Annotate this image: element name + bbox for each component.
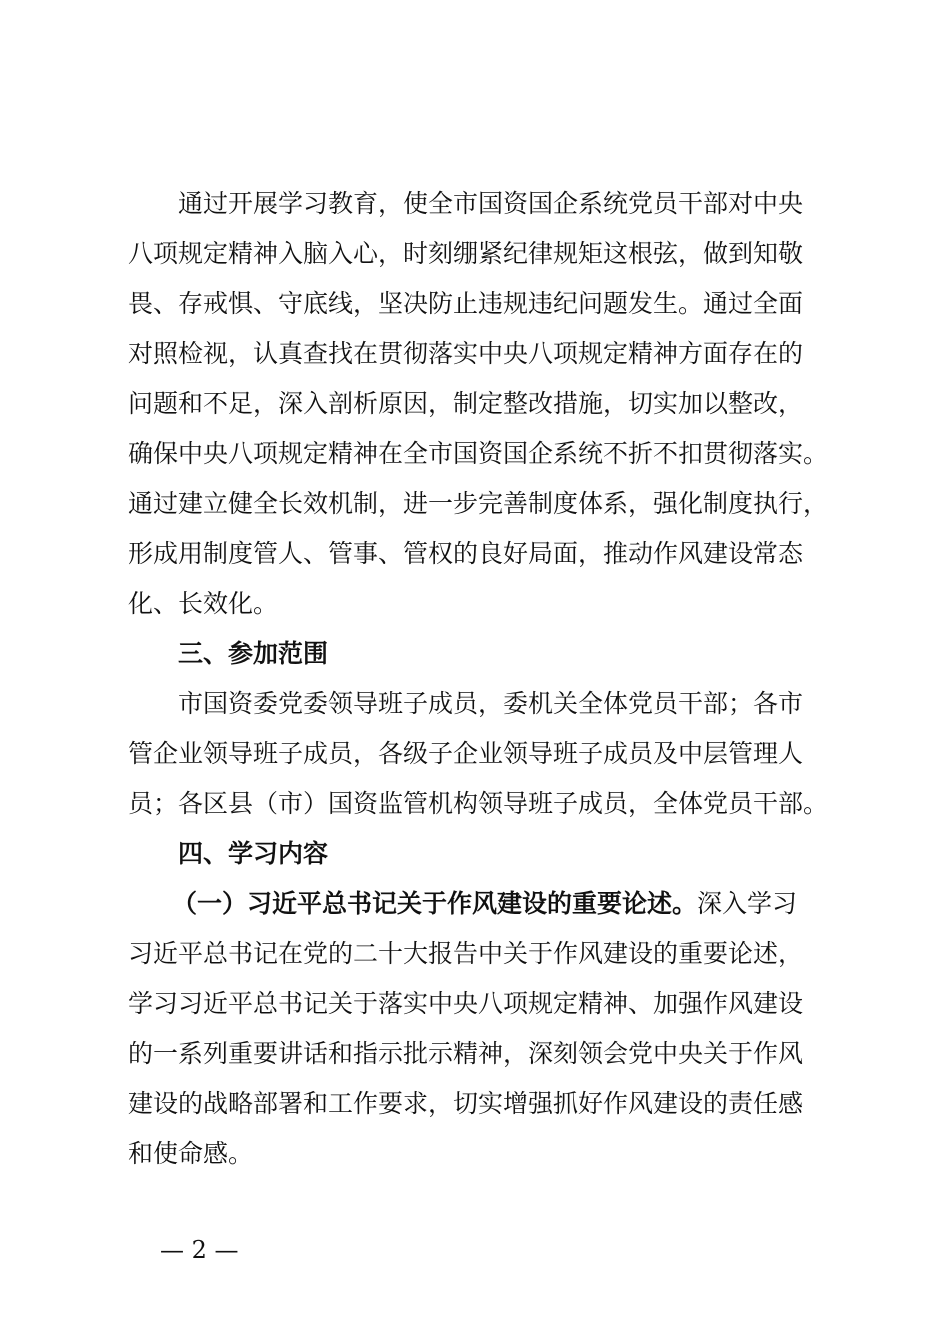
paragraph-line: 形成用制度管人、管事、管权的良好局面，推动作风建设常态 <box>128 539 804 568</box>
paragraph-lead-text: 深入学习 <box>697 889 798 918</box>
paragraph-line: 问题和不足，深入剖析原因，制定整改措施，切实加以整改， <box>128 389 804 418</box>
paragraph-line: 八项规定精神入脑入心，时刻绷紧纪律规矩这根弦，做到知敬 <box>128 239 804 268</box>
paragraph-line: 化、长效化。 <box>128 589 279 618</box>
paragraph-line: 确保中央八项规定精神在全市国资国企系统不折不扣贯彻落实。 <box>128 439 829 468</box>
paragraph-line: 的一系列重要讲话和指示批示精神，深刻领会党中央关于作风 <box>128 1039 804 1068</box>
paragraph-line: 畏、存戒惧、守底线，坚决防止违规违纪问题发生。通过全面 <box>128 289 804 318</box>
paragraph-line: 通过开展学习教育，使全市国资国企系统党员干部对中央 <box>178 189 804 218</box>
section-heading-content: 四、学习内容 <box>178 839 329 868</box>
paragraph-line: 市国资委党委领导班子成员，委机关全体党员干部；各市 <box>178 689 804 718</box>
paragraph-line: 习近平总书记在党的二十大报告中关于作风建设的重要论述， <box>128 939 804 968</box>
paragraph-line <box>172 882 797 926</box>
paragraph-line: 和使命感。 <box>128 1139 254 1168</box>
paragraph-line: 通过建立健全长效机制，进一步完善制度体系，强化制度执行， <box>128 489 829 518</box>
page-number: — 2 — <box>160 1236 239 1264</box>
paragraph-line: 建设的战略部署和工作要求，切实增强抓好作风建设的责任感 <box>128 1089 804 1118</box>
paragraph-line: 管企业领导班子成员，各级子企业领导班子成员及中层管理人 <box>128 739 804 768</box>
section-heading-scope: 三、参加范围 <box>178 639 329 668</box>
subheading-bold: （一）习近平总书记关于作风建设的重要论述。 <box>172 889 698 918</box>
paragraph-line: 员；各区县（市）国资监管机构领导班子成员，全体党员干部。 <box>128 789 829 818</box>
paragraph-line: 学习习近平总书记关于落实中央八项规定精神、加强作风建设 <box>128 989 804 1018</box>
paragraph-line: 对照检视，认真查找在贯彻落实中央八项规定精神方面存在的 <box>128 339 804 368</box>
